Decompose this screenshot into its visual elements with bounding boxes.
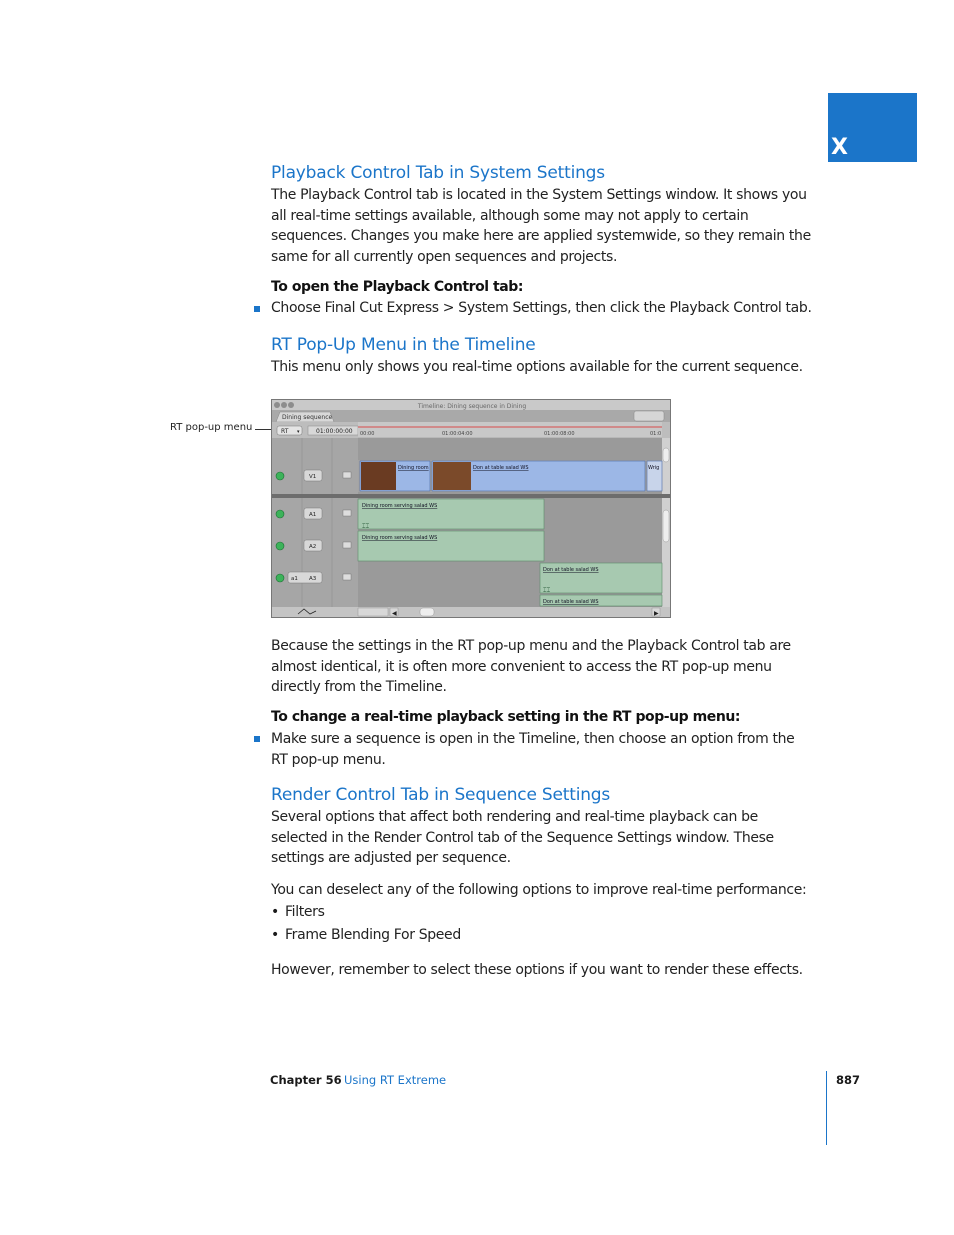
clip-label: Don at table salad WS <box>543 599 599 605</box>
procedure-step: Choose Final Cut Express > System Settings, then click the Playback Control tab. <box>271 300 812 316</box>
section-paragraph: Several options that affect both rendering and real-time playback can be selected in the Render Control tab of the Sequence Settings window. These settings are adjusted per sequence. <box>271 809 774 866</box>
track-label: V1 <box>309 474 317 480</box>
scrollbar-thumb <box>663 448 669 462</box>
procedure-step: Make sure a sequence is open in the Timeline, then choose an option from the <box>271 731 795 747</box>
footer-chapter-title: Using RT Extreme <box>344 1073 447 1087</box>
source-label: a1 <box>291 576 298 582</box>
tab-label: Dining sequence <box>282 414 333 421</box>
section-paragraph: The Playback Control tab is located in the System Settings window. It shows you all real-time settings available, although some may not apply to certain sequences. Changes you make here are applied systemwide, so they remain the same for all currently open sequences and projects. <box>271 187 811 265</box>
section-paragraph: Because the settings in the RT pop-up menu and the Playback Control tab are almost identical, it is often more convenient to access the RT pop-up menu directly from the Timeline. <box>271 638 791 695</box>
footer-divider <box>826 1071 827 1145</box>
clip-label: Dining room <box>398 465 429 471</box>
timeline-screenshot <box>271 399 671 618</box>
procedure-lead: To open the Playback Control tab: <box>271 279 523 295</box>
bullet-square-icon <box>254 736 260 742</box>
page-number: 887 <box>836 1073 861 1087</box>
section-heading-rt-popup: RT Pop-Up Menu in the Timeline <box>271 335 536 355</box>
rt-button-label: RT <box>281 428 289 435</box>
zoom-icon <box>288 402 294 408</box>
chapter-tab-letter: X <box>831 135 848 160</box>
section-intro: You can deselect any of the following options to improve real-time performance: <box>271 882 807 898</box>
timecode-display: 01:00:00:00 <box>316 428 353 435</box>
ruler-label: 01:0 <box>650 431 662 437</box>
track-label: A2 <box>309 544 317 550</box>
section-paragraph: This menu only shows you real-time options available for the current sequence. <box>271 359 803 375</box>
clip-label: Dining room serving salad WS <box>362 535 438 541</box>
chapter-tab <box>828 93 917 162</box>
ruler-label: 00:00 <box>360 431 375 437</box>
svg-text:⌶⌶: ⌶⌶ <box>543 587 551 594</box>
bullet-dot-icon: • <box>271 904 280 920</box>
ruler-label: 01:00:08:00 <box>544 431 575 437</box>
bullet-dot-icon: • <box>271 927 280 943</box>
track-visibility-icon <box>276 472 284 480</box>
procedure-step-continued: RT pop-up menu. <box>271 752 386 768</box>
audio-enable-icon <box>276 542 284 550</box>
close-icon <box>274 402 280 408</box>
horizontal-scroll-thumb <box>420 608 434 616</box>
tab-zoom-control <box>634 411 664 421</box>
clip-label: Dining room serving salad WS <box>362 503 438 509</box>
section-heading-playback-control: Playback Control Tab in System Settings <box>271 163 605 183</box>
clip-label: Don at table salad WS <box>543 567 599 573</box>
list-item: Filters <box>285 904 325 920</box>
audio-enable-icon <box>276 510 284 518</box>
list-item: Frame Blending For Speed <box>285 927 461 943</box>
figure-callout: RT pop-up menu <box>170 422 253 433</box>
scrollbar-thumb <box>663 510 669 542</box>
procedure-lead: To change a real-time playback setting in the RT pop-up menu: <box>271 709 741 725</box>
svg-text:⌶⌶: ⌶⌶ <box>362 523 370 530</box>
window-title: Timeline: Dining sequence in Dining <box>417 403 527 410</box>
track-label: A3 <box>309 576 317 582</box>
svg-text:◀: ◀ <box>392 610 397 617</box>
minimize-icon <box>281 402 287 408</box>
section-heading-render-control: Render Control Tab in Sequence Settings <box>271 785 611 805</box>
track-label: A1 <box>309 512 317 518</box>
clip-label: Wrig <box>648 465 660 471</box>
ruler-label: 01:00:04:00 <box>442 431 473 437</box>
bullet-square-icon <box>254 306 260 312</box>
svg-text:▾: ▾ <box>297 429 300 435</box>
footer-chapter: Chapter 56 <box>270 1073 342 1087</box>
clip-label: Don at table salad WS <box>473 465 529 471</box>
section-closing: However, remember to select these options if you want to render these effects. <box>271 962 803 978</box>
svg-text:▶: ▶ <box>654 610 659 617</box>
zoom-slider <box>358 608 388 616</box>
audio-enable-icon <box>276 574 284 582</box>
